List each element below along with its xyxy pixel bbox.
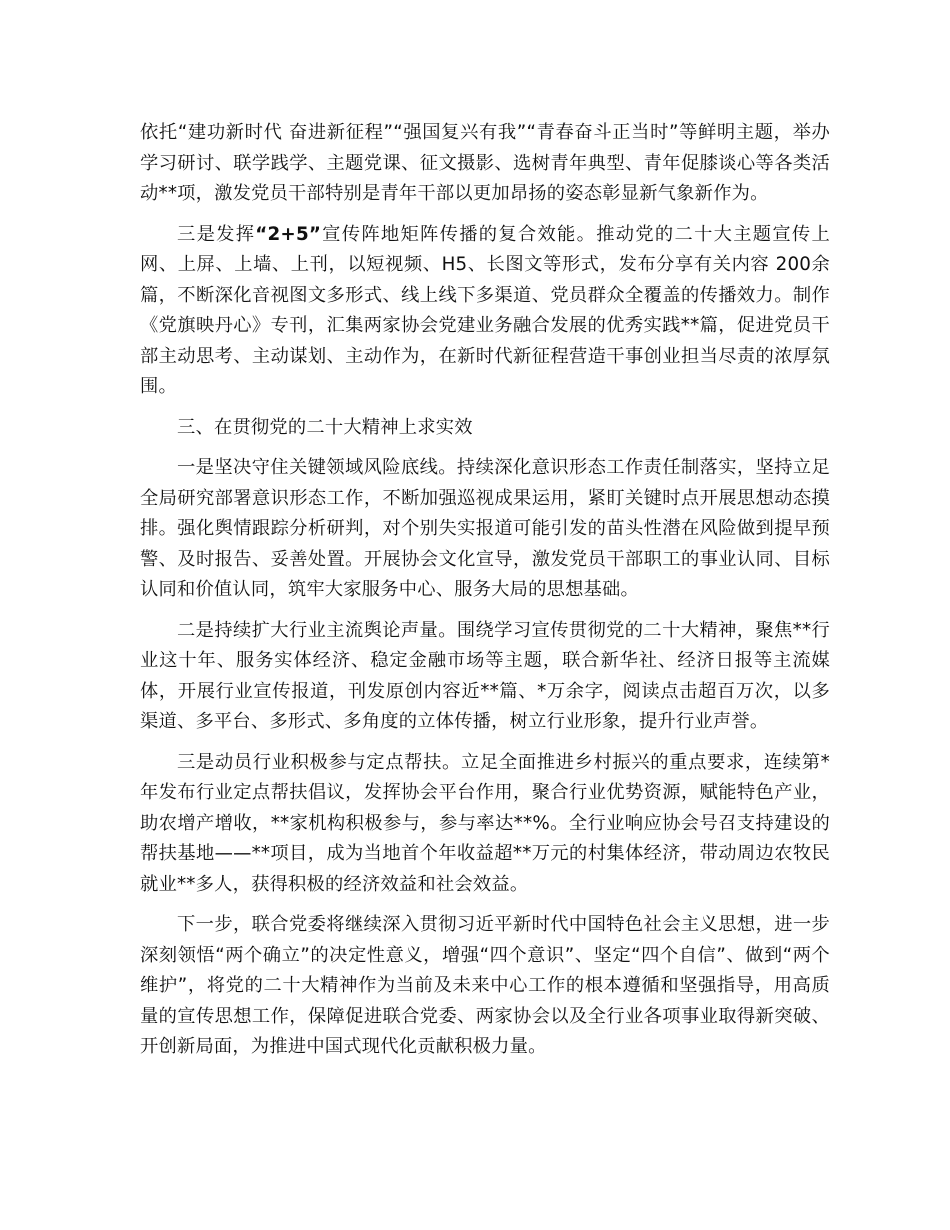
paragraph-public-opinion: 二是持续扩大行业主流舆论声量。围绕学习宣传贯彻党的二十大精神，聚焦**行业这十年、服务实体经济、稳定金融市场等主题，联合新华社、经济日报等主流媒体，开展行业宣传报道，刊发原创内容近**篇、*万余字，阅读点击超百万次，以多渠道、多平台、多形式、多角度的立体传播，树立行业形象，提升行业声誉。 xyxy=(140,619,830,732)
document-body xyxy=(140,118,830,1073)
paragraph-rest: 宣传阵地矩阵传播的复合效能。推动党的二十大主题宣传上网、上屏、上墙、上刊，以短视频、H5、长图文等形式，发布分享有关内容 200余篇，不断深化音视图文多形式、线上线下多渠道、党员群众全覆盖的传播效力。制作《党旗映丹心》专刊，汇集两家协会党建业务融合发展的优秀实践**篇，促进党员干部主动思考、主动谋划、主动作为，在新时代新征程营造干事创业担当尽责的浓厚氛围。 xyxy=(140,223,830,397)
paragraph-activities: 依托“建功新时代 奋进新征程”“强国复兴有我”“青春奋斗正当时”等鲜明主题，举办学习研讨、联学践学、主题党课、征文摄影、选树青年典型、青年促膝谈心等各类活动**项，激发党员干部特别是青年干部以更加昂扬的姿态彰显新气象新作为。 xyxy=(140,122,830,204)
section-heading: 三、在贯彻党的二十大精神上求实效 xyxy=(177,416,473,438)
paragraph-assistance: 三是动员行业积极参与定点帮扶。立足全面推进乡村振兴的重点要求，连续第*年发布行业定点帮扶倡议，发挥协会平台作用，聚合行业优势资源，赋能特色产业，助农增产增收，**家机构积极参与，参与率达**%。全行业响应协会号召支持建设的帮扶基地——**项目，成为当地首个年收益超**万元的村集体经济，带动周边农牧民就业**多人，获得积极的经济效益和社会效益。 xyxy=(140,751,830,895)
paragraph-risk-control: 一是坚决守住关键领域风险底线。持续深化意识形态工作责任制落实，坚持立足全局研究部署意识形态工作，不断加强巡视成果运用，紧盯关键时点开展思想动态摸排。强化舆情跟踪分析研判，对个别失实报道可能引发的苗头性潜在风险做到提早预警、及时报告、妥善处置。开展协会文化宣导，激发党员干部职工的事业认同、目标认同和价值认同，筑牢大家服务中心、服务大局的思想基础。 xyxy=(140,457,830,600)
paragraph-propaganda-matrix xyxy=(140,220,830,403)
bold-term: “2+5” xyxy=(255,223,322,245)
paragraph-next-step: 下一步，联合党委将继续深入贯彻习近平新时代中国特色社会主义思想，进一步深刻领悟“两个确立”的决定性意义，增强“四个意识”、坚定“四个自信”、做到“两个维护”，将党的二十大精神作为当前及未来中心工作的根本遵循和坚强指导，用高质量的宣传思想工作，保障促进联合党委、两家协会以及全行业各项事业取得新突破、开创新局面，为推进中国式现代化贡献积极力量。 xyxy=(140,914,830,1057)
paragraph-lead: 三是发挥 xyxy=(177,223,256,245)
